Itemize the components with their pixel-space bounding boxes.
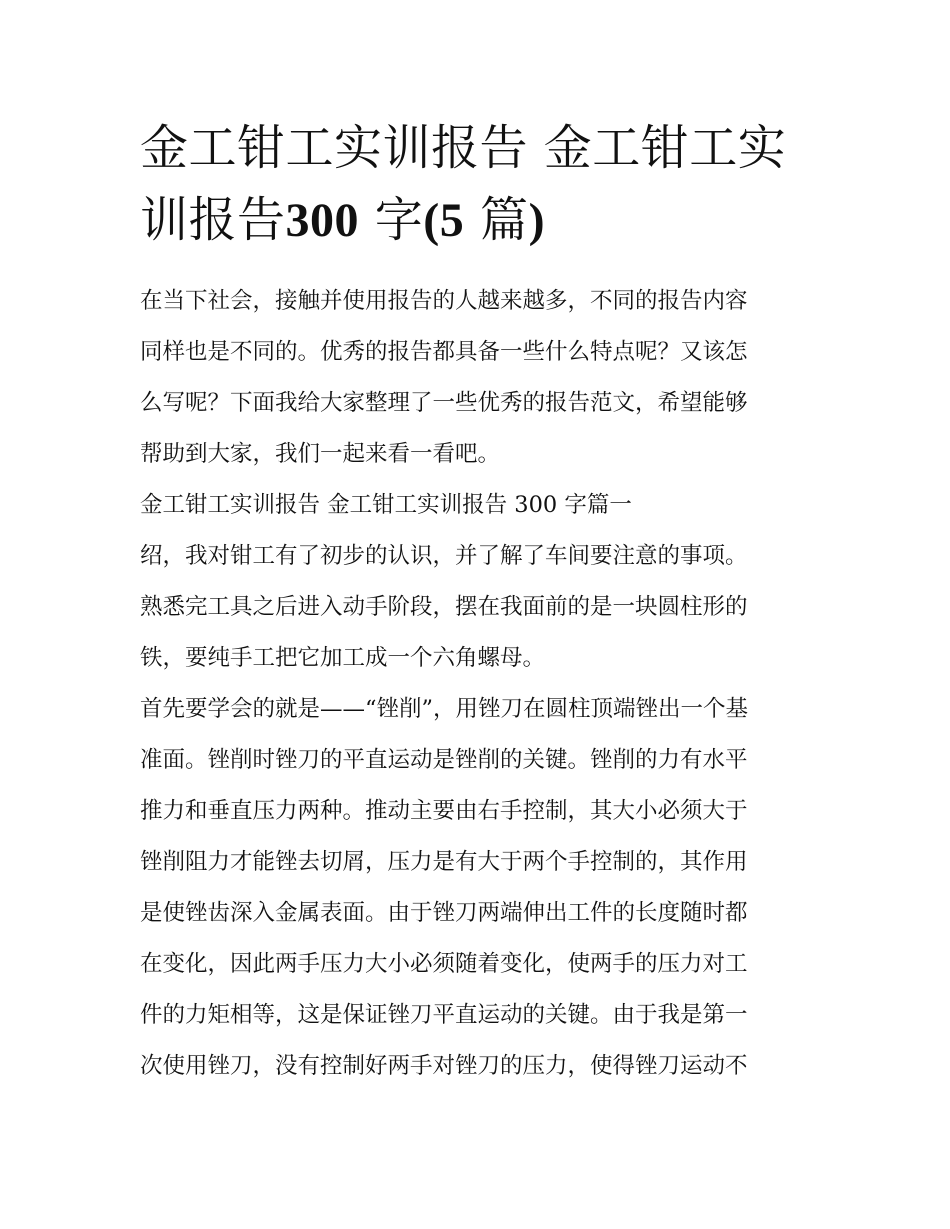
document-body: [140, 276, 816, 1092]
title-text-3: 篇: [480, 192, 529, 248]
body-line: 次使用锉刀，没有控制好两手对锉刀的压力，使得锉刀运动不: [140, 1053, 748, 1079]
body-line: 是使锉齿深入金属表面。由于锉刀两端伸出工件的长度随时都: [140, 900, 748, 926]
body-line: 在变化，因此两手压力大小必须随着变化，使两手的压力对工: [140, 951, 748, 977]
body-line: 首先要学会的就是——“锉削”，用锉刀在圆柱顶端锉出一个基: [140, 696, 749, 722]
title-close-paren: ): [528, 194, 546, 247]
body-line: 锉削阻力才能锉去切屑，压力是有大于两个手控制的，其作用: [140, 849, 748, 875]
body-line: 帮助到大家，我们一起来看一看吧。: [140, 441, 501, 467]
title-text-2: 字: [374, 192, 424, 248]
title-number: 300: [285, 194, 360, 247]
body-line: 在当下社会，接触并使用报告的人越来越多，不同的报告内容: [140, 288, 748, 314]
body-line: 绍，我对钳工有了初步的认识，并了解了车间要注意的事项。: [140, 543, 748, 569]
body-line: 铁，要纯手工把它加工成一个六角螺母。: [140, 645, 546, 671]
body-line: 准面。锉削时锉刀的平直运动是锉削的关键。锉削的力有水平: [140, 747, 748, 773]
body-line: 么写呢？下面我给大家整理了一些优秀的报告范文，希望能够: [140, 390, 748, 416]
body-line: 件的力矩相等，这是保证锉刀平直运动的关键。由于我是第一: [140, 1002, 748, 1028]
body-line: 推力和垂直压力两种。推动主要由右手控制，其大小必须大于: [140, 798, 748, 824]
title-count: (5: [423, 194, 465, 247]
section-heading: 金工钳工实训报告 金工钳工实训报告 300 字篇一: [140, 492, 632, 518]
title-text-1: 金工钳工实训报告 金工钳工实训报告: [140, 120, 787, 248]
body-line: 熟悉完工具之后进入动手阶段，摆在我面前的是一块圆柱形的: [140, 594, 748, 620]
body-line: 同样也是不同的。优秀的报告都具备一些什么特点呢？又该怎: [140, 339, 748, 365]
document-title: [140, 112, 820, 257]
